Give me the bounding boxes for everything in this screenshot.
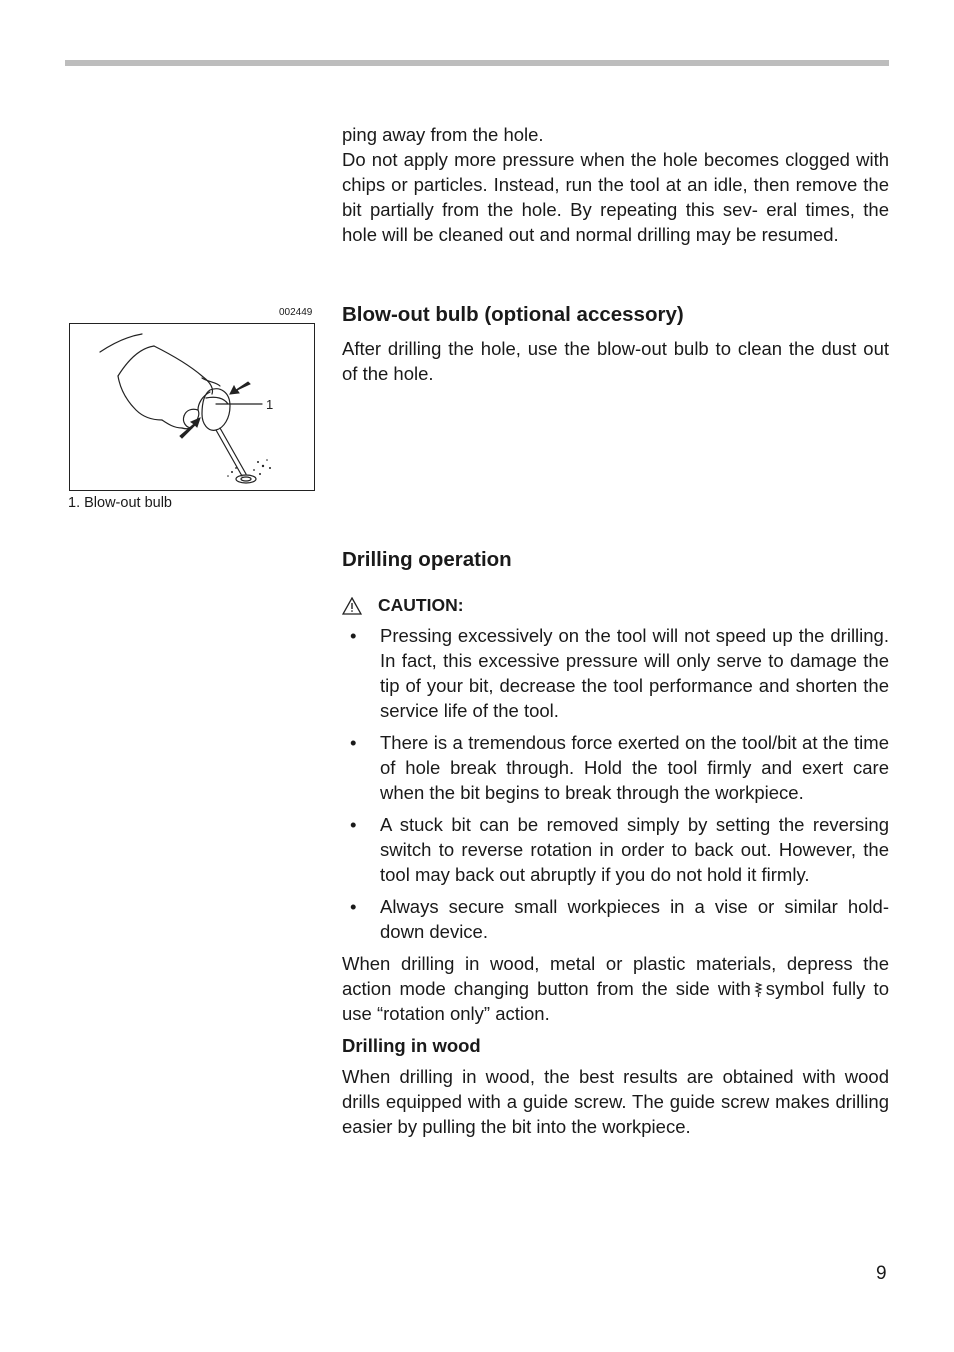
blowout-section: [342, 302, 889, 386]
drill-bit-symbol-icon: [754, 981, 763, 998]
page-number: 9: [876, 1263, 887, 1284]
intro-block: [342, 122, 889, 247]
warning-triangle-icon: [342, 597, 362, 615]
mode-text-before: When drilling in wood, metal or plastic materials, depress the action mode changing button from the side with: [342, 953, 889, 999]
top-rule: [65, 60, 889, 66]
blow-out-bulb-figure: [69, 323, 315, 491]
figure-caption: 1. Blow-out bulb: [68, 495, 172, 511]
wood-heading: Drilling in wood: [342, 1035, 481, 1056]
caution-item: • There is a tremendous force exerted on the tool/bit at the time of hole break through. Hold the tool firmly and exert care when the bit begins to break through the workpiece.: [350, 732, 889, 803]
blowout-text: After drilling the hole, use the blow-out bulb to clean the dust out of the hole.: [342, 338, 889, 384]
mode-text-after: symbol fully to use “rotation only” action.: [342, 978, 889, 1024]
caution-list: [342, 623, 889, 944]
caution-item: • Always secure small workpieces in a vise or similar hold- down device.: [350, 896, 889, 942]
drilling-heading: Drilling operation: [342, 548, 512, 571]
caution-label-row: [342, 593, 889, 618]
drilling-section: [342, 547, 889, 1139]
wood-text: When drilling in wood, the best results are obtained with wood drills equipped with a guide screw. The guide screw makes drilling easier by pulling the bit into the workpiece.: [342, 1066, 889, 1137]
figure-callout: 1: [266, 397, 274, 412]
blowout-heading: Blow-out bulb (optional accessory): [342, 303, 684, 326]
mode-paragraph: [342, 951, 889, 1026]
caution-item: • A stuck bit can be removed simply by setting the reversing switch to reverse rotation in order to back out. However, the tool may back out abruptly if you do not hold it firmly.: [350, 814, 889, 885]
blow-out-bulb-illustration: [70, 324, 314, 490]
caution-item: • Pressing excessively on the tool will not speed up the drilling. In fact, this excessive pressure will only serve to damage the tip of your bit, decrease the tool performance and shorten the service life of the tool.: [350, 625, 889, 721]
figure-code: 002449: [279, 307, 313, 318]
caution-label: CAUTION:: [378, 595, 464, 615]
intro-paragraph: Do not apply more pressure when the hole becomes clogged with chips or particles. Instead, run the tool at an idle, then remove the bit partially from the hole. By repeating this sev- eral times, the hole will be cleaned out and normal drilling may be resumed.: [342, 149, 889, 245]
intro-line: ping away from the hole.: [342, 124, 544, 145]
